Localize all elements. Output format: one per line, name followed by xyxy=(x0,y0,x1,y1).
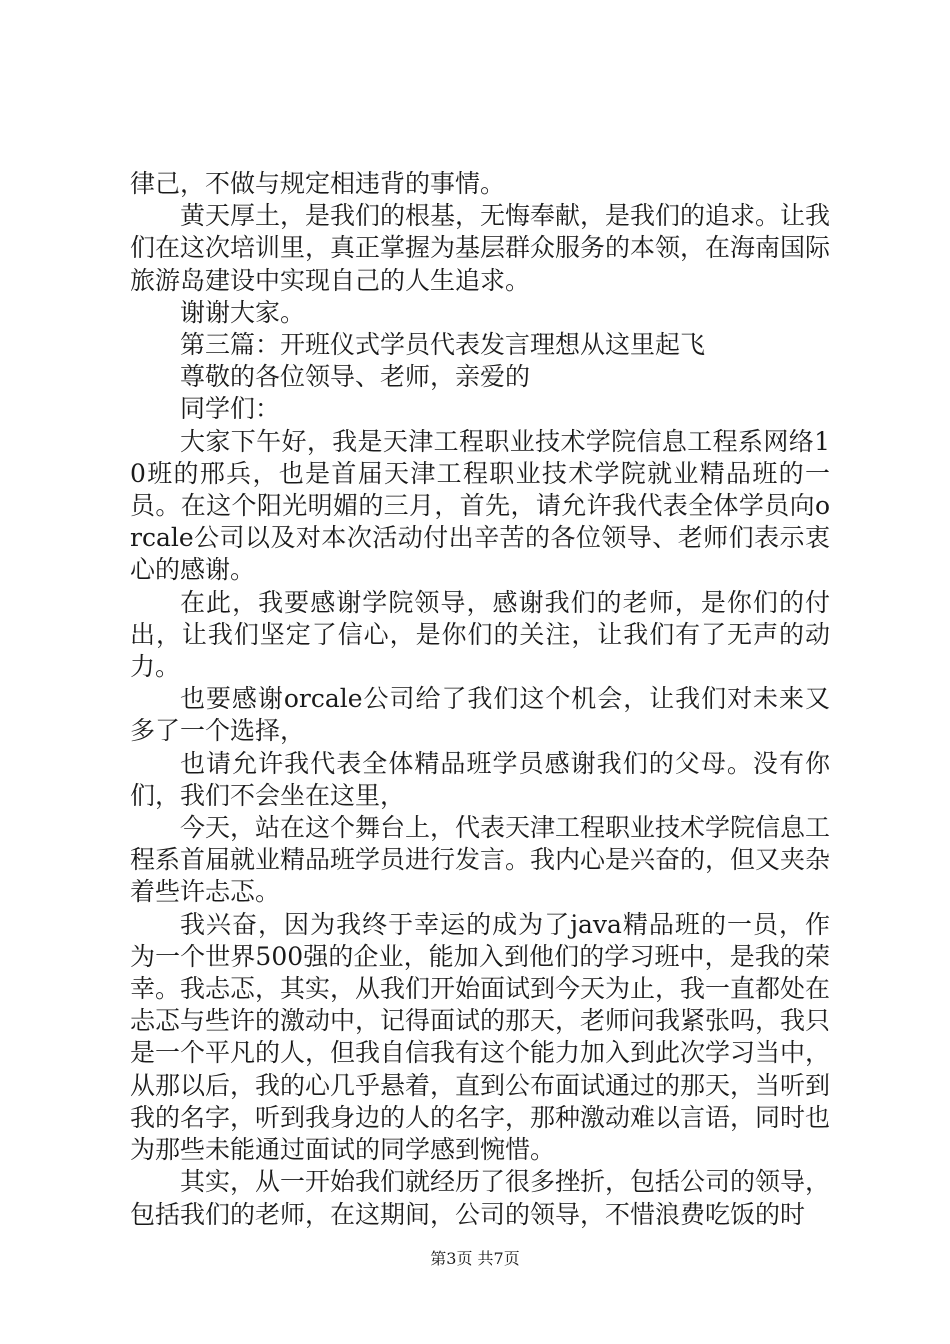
paragraph: 大家下午好，我是天津工程职业技术学院信息工程系网络10班的邢兵，也是首届天津工程职业技术学院就业精品班的一员。在这个阳光明媚的三月，首先，请允许我代表全体学员向orcale公司以及对本次活动付出辛苦的各位领导、老师们表示衷心的感谢。 xyxy=(130,426,830,585)
paragraph: 黄天厚土，是我们的根基，无悔奉献，是我们的追求。让我们在这次培训里，真正掌握为基层群众服务的本领，在海南国际旅游岛建设中实现自己的人生追求。 xyxy=(130,201,831,295)
paragraph: 我兴奋，因为我终于幸运的成为了java精品班的一员，作为一个世界500强的企业，能加入到他们的学习班中，是我的荣幸。我忐忑，其实，从我们开始面试到今天为止，我一直都处在忐忑与些许的激动中，记得面试的那天，老师问我紧张吗，我只是一个平凡的人，但我自信我有这个能力加入到此次学习当中，从那以后，我的心几乎悬着，直到公布面试通过的那天，当听到我的名字，听到我身边的人的名字，那种激动难以言语，同时也为那些未能通过面试的同学感到惋惜。 xyxy=(130,909,831,1165)
page-number-footer: 第3页 共7页 xyxy=(430,1249,520,1268)
paragraph: 在此，我要感谢学院领导，感谢我们的老师，是你们的付出，让我们坚定了信心，是你们的关注，让我们有了无声的动力。 xyxy=(130,587,830,682)
paragraph: 也要感谢orcale公司给了我们这个机会，让我们对未来又多了一个选择， xyxy=(130,684,830,746)
document-body xyxy=(130,168,830,1231)
paragraph: 也请允许我代表全体精品班学员感谢我们的父母。没有你们，我们不会坐在这里， xyxy=(130,748,830,810)
salutation-continued: 同学们： xyxy=(180,394,281,424)
paragraph: 今天，站在这个舞台上，代表天津工程职业技术学院信息工程系首届就业精品班学员进行发言。我内心是兴奋的，但又夹杂着些许忐忑。 xyxy=(130,813,831,907)
paragraph-continuation: 律己，不做与规定相违背的事情。 xyxy=(130,169,506,198)
paragraph-thanks: 谢谢大家。 xyxy=(180,297,306,327)
salutation: 尊敬的各位领导、老师，亲爱的 xyxy=(180,362,531,392)
paragraph: 其实，从一开始我们就经历了很多挫折，包括公司的领导，包括我们的老师，在这期间，公司的领导，不惜浪费吃饭的时 xyxy=(130,1167,831,1229)
section-heading: 第三篇：开班仪式学员代表发言理想从这里起飞 xyxy=(180,330,706,360)
